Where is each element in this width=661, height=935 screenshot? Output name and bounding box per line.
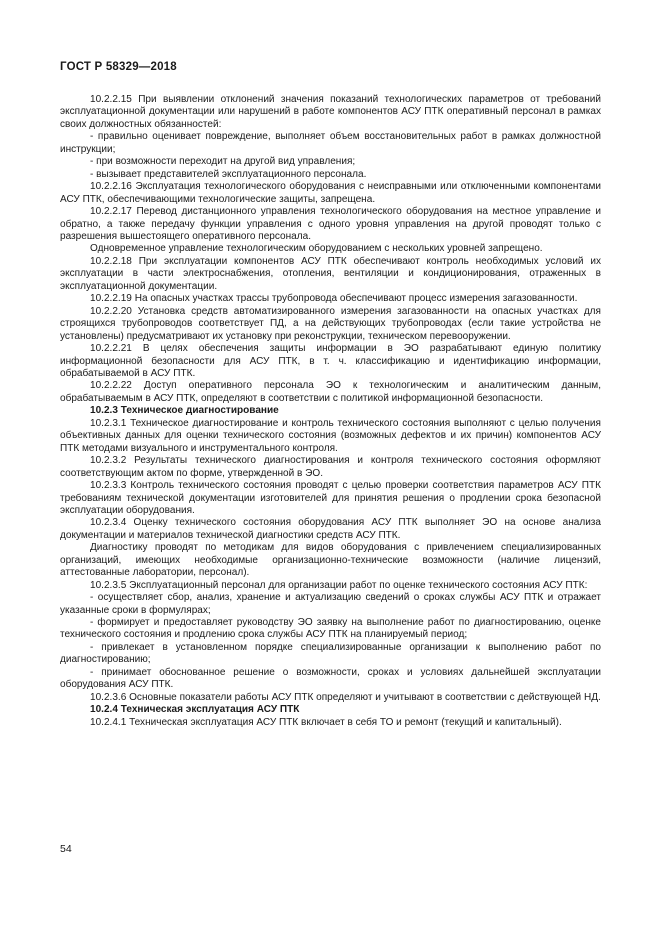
paragraph: Диагностику проводят по методикам для видов оборудования с привлечением специализированных организаций, имеющих необходимые организационно-технические возможности (наличие лицензий, аттестованные лаборатории, персонал). xyxy=(60,542,601,579)
document-header: ГОСТ Р 58329—2018 xyxy=(60,61,177,73)
paragraph: 10.2.2.18 При эксплуатации компонентов АСУ ПТК обеспечивают контроль необходимых условий их эксплуатации в части электроснабжения, отопления, вентиляции и кондиционирования, отраженных в эксплуатационной документации. xyxy=(60,255,601,292)
document-body xyxy=(60,94,601,729)
paragraph: - правильно оценивает повреждение, выполняет объем восстановительных работ в рамках должностной инструкции; xyxy=(60,131,601,155)
paragraph: - принимает обоснованное решение о возможности, сроках и условиях дальнейшей эксплуатации оборудования АСУ ПТК. xyxy=(60,666,601,691)
paragraph: 10.2.2.19 На опасных участках трассы трубопровода обеспечивают процесс измерения загазованности. xyxy=(90,293,578,305)
page-number: 54 xyxy=(60,843,72,855)
paragraph: - при возможности переходит на другой вид управления; xyxy=(90,156,356,168)
paragraph: 10.2.2.20 Установка средств автоматизированного измерения загазованности на опасных участках для строящихся трубопроводов соответствует ПД, а на действующих трубопроводах (если такие устройства не установлены) предусматривают их установку при реконструкции, техническом перевооружении. xyxy=(60,305,601,342)
paragraph: 10.2.3.5 Эксплуатационный персонал для организации работ по оценке технического состояния АСУ ПТК: xyxy=(90,579,588,591)
paragraph: - формирует и предоставляет руководству ЭО заявку на выполнение работ по диагностированию, оценке технического состояния и продлению срока службы АСУ ПТК на планируемый период; xyxy=(60,617,601,641)
paragraph: 10.2.3.2 Результаты технического диагностирования и контроля технического состояния оформляют соответствующим актом по форме, утвержденной в ЭО. xyxy=(60,455,601,479)
paragraph: 10.2.3.3 Контроль технического состояния проводят с целью проверки соответствия параметров АСУ ПТК требованиям технической документации изготовителей для принятия решения о продлении срока безопасной эксплуатации оборудования. xyxy=(60,480,601,516)
paragraph: - привлекает в установленном порядке специализированные организации к выполнению работ по диагностированию; xyxy=(60,641,601,666)
section-heading: 10.2.4 Техническая эксплуатация АСУ ПТК xyxy=(90,704,300,716)
paragraph: 10.2.2.16 Эксплуатация технологического оборудования с неисправными или отключенными компонентами АСУ ПТК, обеспечивающими технологические защиты, запрещена. xyxy=(60,181,601,205)
paragraph: 10.2.2.17 Перевод дистанционного управления технологического оборудования на местное управление и обратно, а также передачу функции управления с одного уровня управления на другой проводят только с разрешения вышестоящего оперативного персонала. xyxy=(60,206,601,242)
paragraph: 10.2.3.1 Техническое диагностирование и контроль технического состояния выполняют с целью получения объективных данных для оценки технического состояния (возможных дефектов и их причин) компонентов АСУ ПТК методами визуального и инструментального контроля. xyxy=(60,417,601,454)
paragraph: 10.2.3.6 Основные показатели работы АСУ ПТК определяют и учитывают в соответствии с действующей НД. xyxy=(90,691,601,703)
paragraph: - осуществляет сбор, анализ, хранение и актуализацию сведений о сроках службы АСУ ПТК и отражает указанные сроки в формулярах; xyxy=(60,592,601,616)
paragraph: 10.2.4.1 Техническая эксплуатация АСУ ПТК включает в себя ТО и ремонт (текущий и капитальный). xyxy=(90,716,562,728)
paragraph: 10.2.2.21 В целях обеспечения защиты информации в ЭО разрабатывают единую политику информационной безопасности для АСУ ПТК, в т. ч. классификацию и идентификацию информации, обрабатываемой в АСУ ПТК. xyxy=(60,343,601,379)
paragraph: Одновременное управление технологическим оборудованием с нескольких уровней запрещено. xyxy=(90,243,543,255)
paragraph: 10.2.2.15 При выявлении отклонений значения показаний технологических параметров от требований эксплуатационной документации или нарушений в работе компонентов АСУ ПТК оперативный персонал в рамках своих должностных обязанностей: xyxy=(60,94,601,130)
paragraph: - вызывает представителей эксплуатационного персонала. xyxy=(90,168,367,180)
paragraph: 10.2.3.4 Оценку технического состояния оборудования АСУ ПТК выполняет ЭО на основе анализа документации и материалов технической диагностики средств АСУ ПТК. xyxy=(60,517,601,541)
paragraph: 10.2.2.22 Доступ оперативного персонала ЭО к технологическим и аналитическим данным, обрабатываемым в АСУ ПТК, определяют в соответствии с политикой информационной безопасности. xyxy=(60,380,601,404)
section-heading: 10.2.3 Техническое диагностирование xyxy=(90,405,279,417)
